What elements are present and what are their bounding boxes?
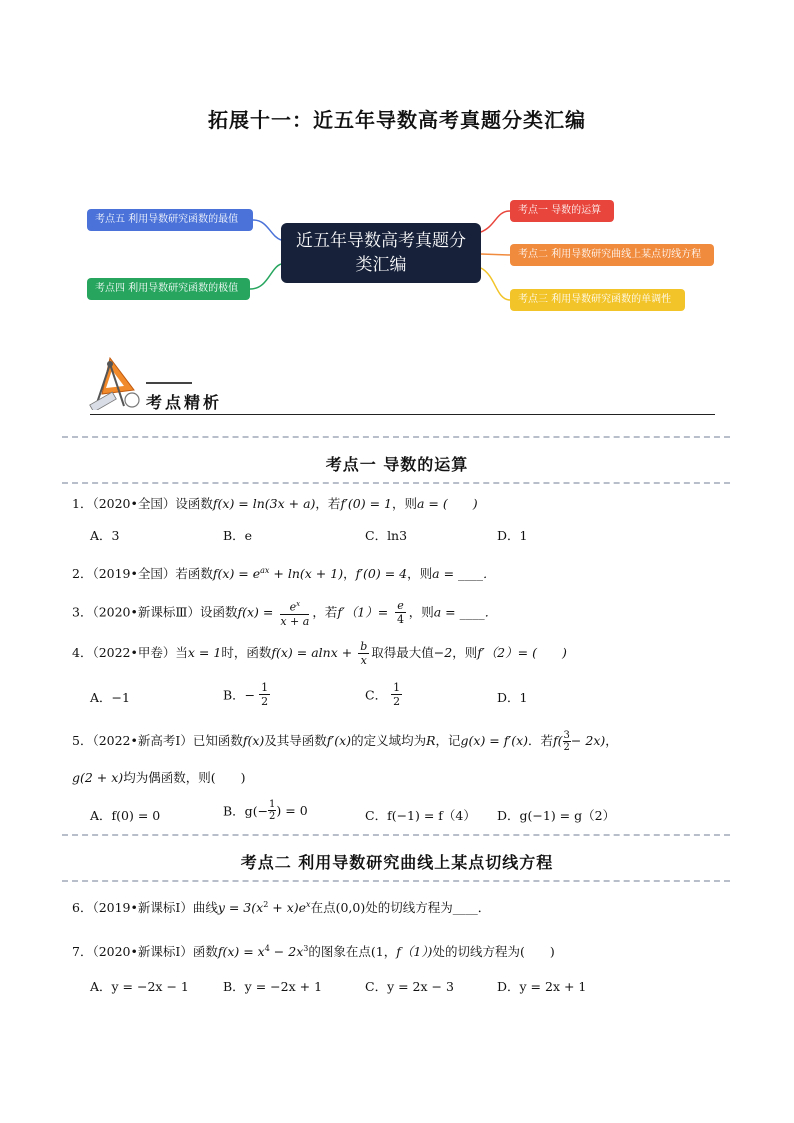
page-title: 拓展十一：近五年导数高考真题分类汇编 <box>208 108 586 132</box>
mindmap-node-1: 考点一 导数的运算 <box>510 200 614 222</box>
ruler-compass-icon <box>88 354 144 410</box>
q4-option-b: B．− $\frac{1}{2}$ <box>223 681 269 708</box>
banner-rule <box>90 414 715 415</box>
divider <box>62 834 730 836</box>
question-3: 3．（2020•新课标Ⅲ）设函数f(x) = $\frac{e^x}{x + a}$ ，若f′（1）= $\frac{e}{4}$ ，则a = ____． <box>72 599 498 628</box>
q1-option-a: A．3 <box>90 528 120 543</box>
divider <box>62 436 730 438</box>
question-5-line-1: 5．（2022•新高考Ⅰ）已知函数f(x)及其导函数f′(x)的定义域均为R，记g(x) = f′(x)．若f( $\frac{3}{2}$ − 2x)， <box>72 730 618 753</box>
q1-option-c: C．ln3 <box>365 528 408 543</box>
question-6: 6．（2019•新课标Ⅰ）曲线$y = 3(x^2 + x)e^x$在点(0,0)处的切线方程为____． <box>72 899 491 915</box>
q1-option-d: D．1 <box>497 528 528 543</box>
q4-option-a: A．−1 <box>90 690 130 705</box>
q4-option-c: C． $\frac{1}{2}$ <box>365 681 401 708</box>
banner-underline-accent <box>146 382 192 384</box>
mindmap-node-4: 考点四 利用导数研究函数的极值 <box>87 278 250 300</box>
q5-option-b: B．g(− $\frac{1}{2}$ ) = 0 <box>223 799 308 822</box>
q4-option-d: D．1 <box>497 690 528 705</box>
section-title-1: 考点一 导数的运算 <box>325 455 469 474</box>
divider <box>62 482 730 484</box>
banner-label: 考点精析 <box>146 393 223 412</box>
question-7: 7．（2020•新课标Ⅰ）函数$f(x) = x^4 - 2x^3$的图象在点(1，f（1）)处的切线方程为( ) <box>72 943 555 959</box>
mindmap-node-2: 考点二 利用导数研究曲线上某点切线方程 <box>510 244 714 266</box>
q5-option-c: C．f(−1) = f（4） <box>365 808 476 823</box>
mindmap-node-5: 考点五 利用导数研究函数的最值 <box>87 209 253 231</box>
section-title-2: 考点二 利用导数研究曲线上某点切线方程 <box>240 853 554 872</box>
q7-option-a: A．y = −2x − 1 <box>90 979 189 994</box>
question-5-line-2: g(2 + x)均为偶函数，则( ) <box>72 770 246 785</box>
mindmap-node-3: 考点三 利用导数研究函数的单调性 <box>510 289 685 311</box>
q7-option-d: D．y = 2x + 1 <box>497 979 587 994</box>
q5-option-d: D．g(−1) = g（2） <box>497 808 616 823</box>
q5-option-a: A．f(0) = 0 <box>90 808 161 823</box>
divider <box>62 880 730 882</box>
q7-option-b: B．y = −2x + 1 <box>223 979 323 994</box>
question-1: 1．（2020•全国）设函数f(x) = ln(3x + a)，若f′(0) = 1，则a = ( ) <box>72 496 478 511</box>
mindmap-center: 近五年导数高考真题分类汇编 <box>281 223 481 283</box>
question-2: 2．（2019•全国）若函数$f(x) = e^{ax} + \ln(x + 1)$，f′(0) = 4，则a = ____． <box>72 565 496 581</box>
q1-option-b: B．e <box>223 528 253 543</box>
question-4: 4．（2022•甲卷）当x = 1时，函数f(x) = alnx + $\frac{b}{x}$ 取得最大值−2，则f′（2）= ( ) <box>72 640 567 667</box>
q7-option-c: C．y = 2x − 3 <box>365 979 454 994</box>
